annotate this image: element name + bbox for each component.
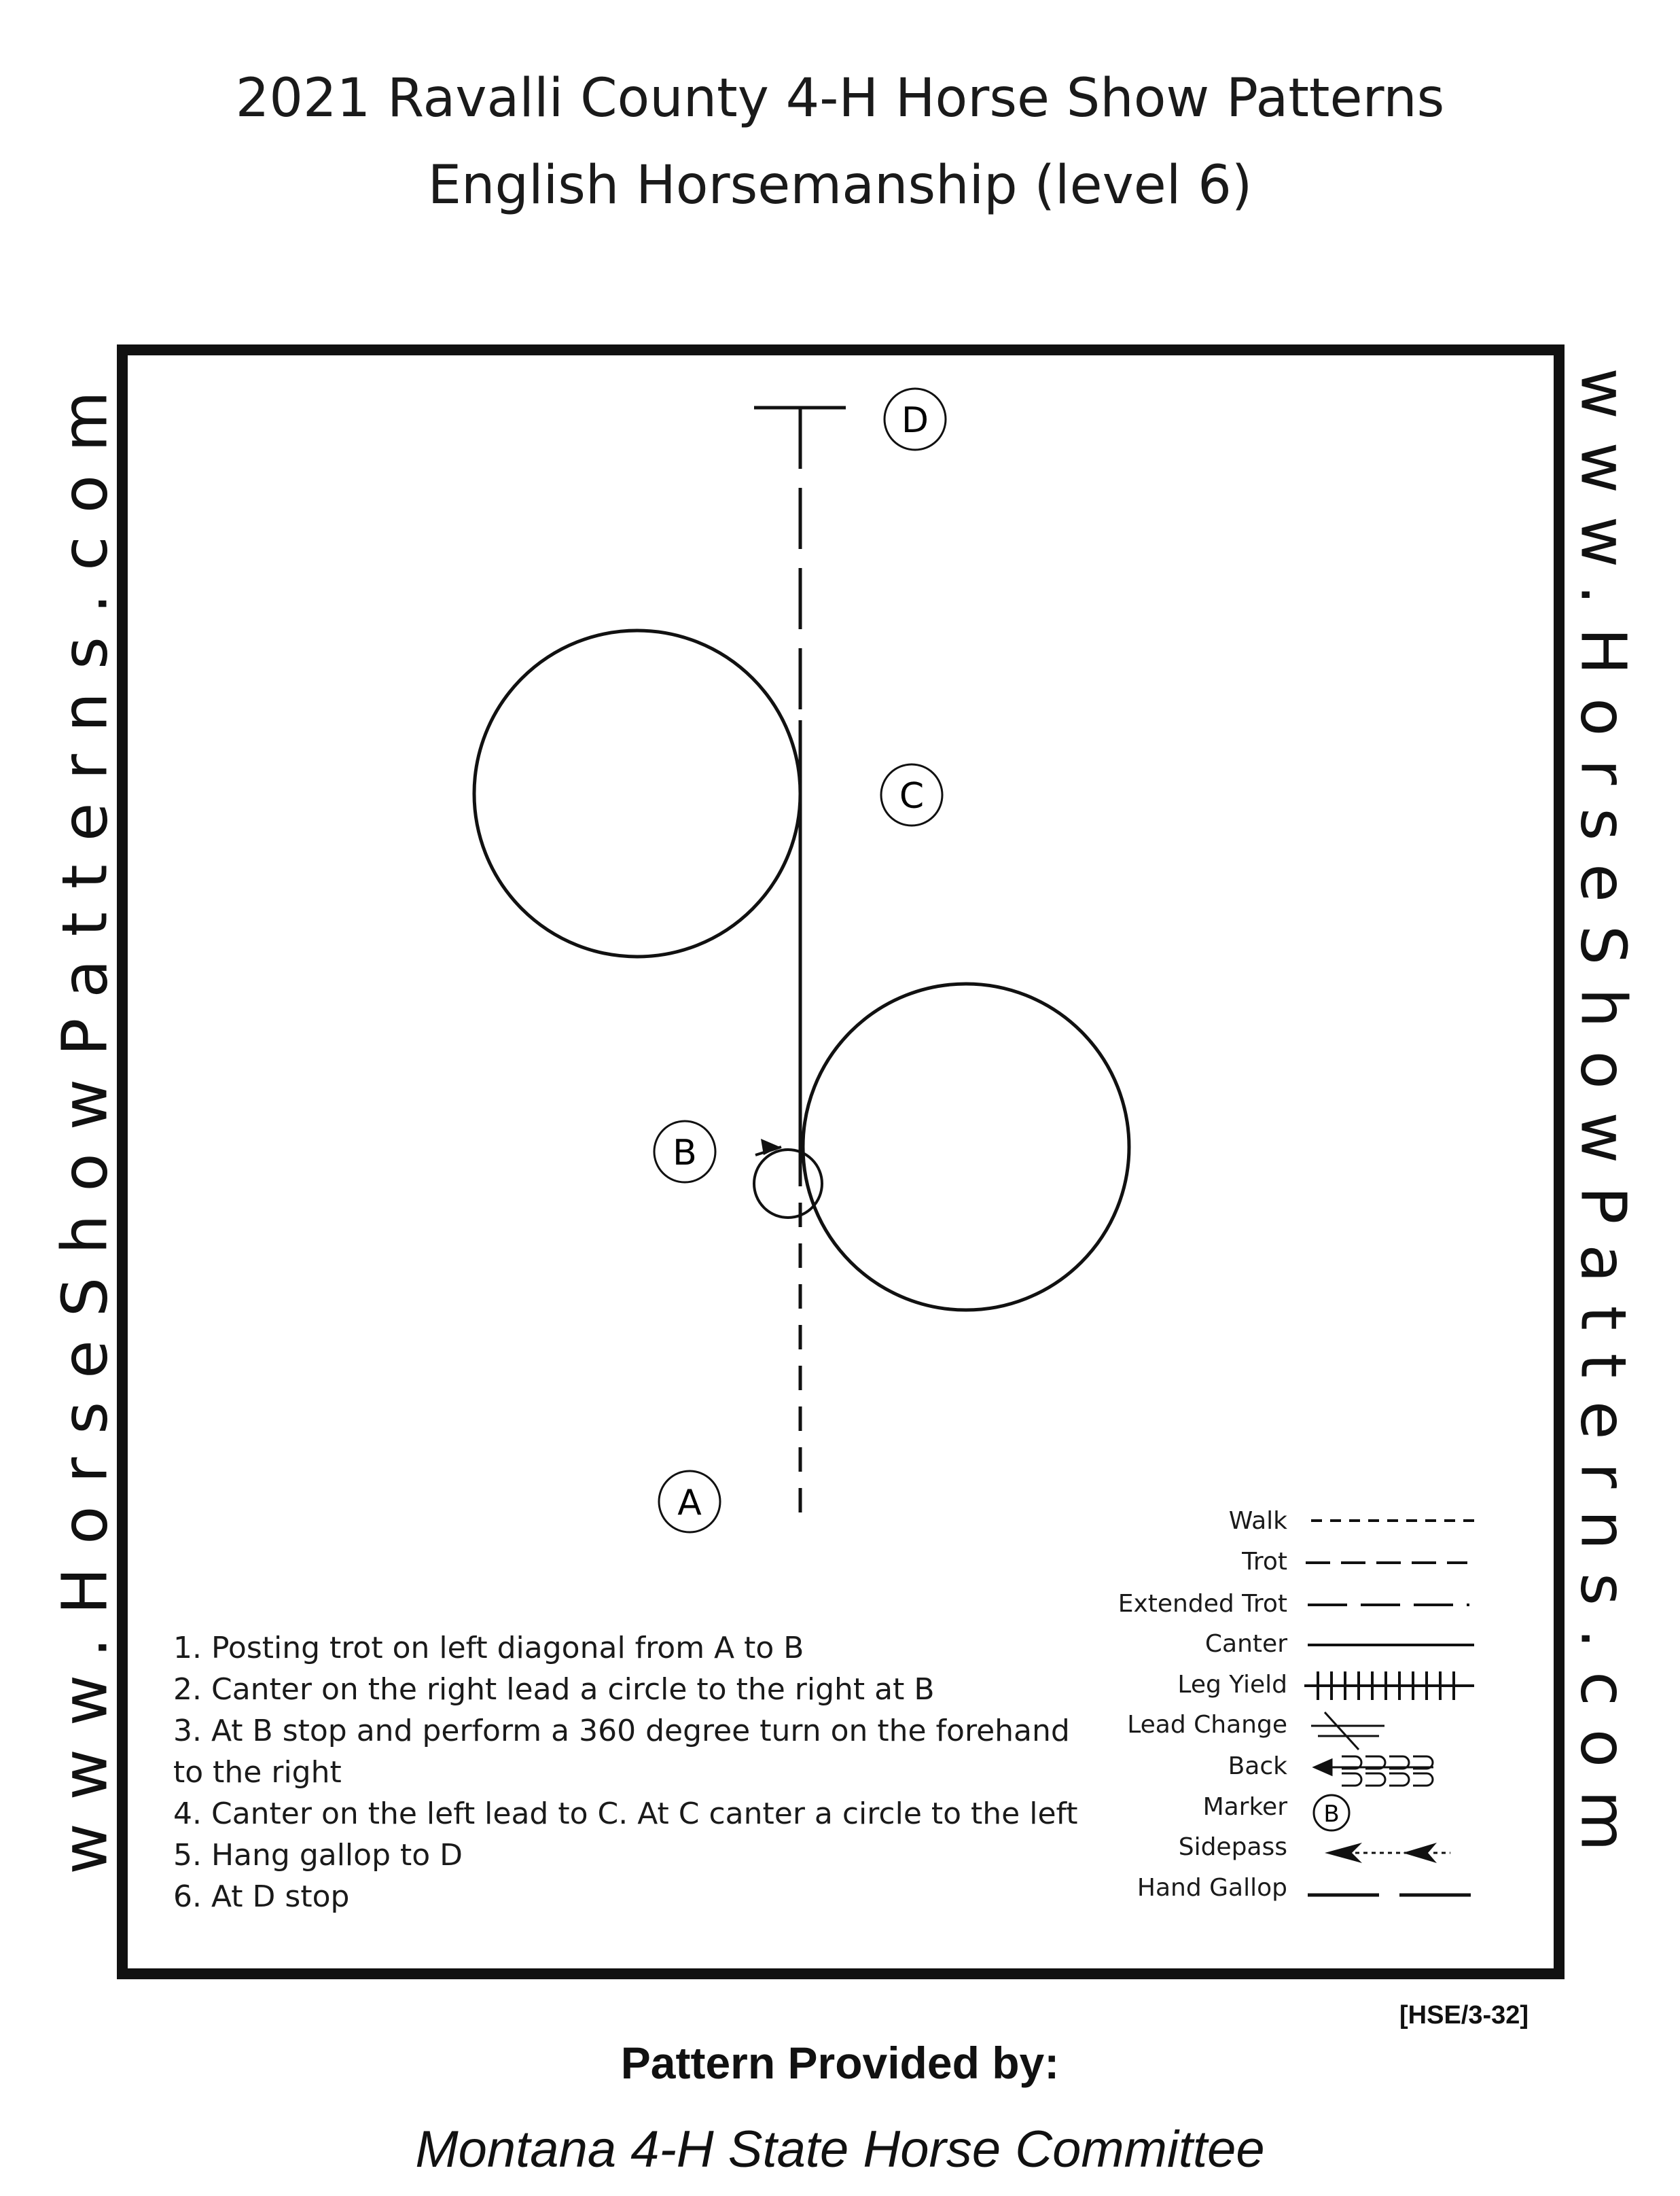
legend-marker-symbol-label: B (1323, 1801, 1340, 1828)
marker-c (881, 764, 942, 826)
marker-a-label: A (677, 1483, 702, 1523)
marker-c-label: C (899, 776, 925, 817)
instruction-step-3-cont: to the right (173, 1755, 342, 1790)
right-canter-circle (803, 984, 1129, 1310)
legend-hand-gallop-label: Hand Gallop (1137, 1874, 1287, 1902)
left-canter-circle (474, 631, 800, 957)
instruction-step-2: 2. Canter on the right lead a circle to the right at B (173, 1672, 935, 1707)
pattern-code: [HSE/3-32] (1399, 2001, 1529, 2030)
instruction-step-3: 3. At B stop and perform a 360 degree turn on the forehand (173, 1714, 1070, 1748)
legend-leg-yield-label: Leg Yield (1177, 1671, 1287, 1699)
watermark-left: www.HorseShowPatterns.com (48, 368, 122, 1875)
title-line-2: English Horsemanship (level 6) (427, 155, 1253, 216)
legend-extended-trot-label: Extended Trot (1118, 1590, 1287, 1618)
instruction-step-6: 6. At D stop (173, 1879, 350, 1914)
legend-sidepass-symbol (1325, 1843, 1450, 1863)
legend-trot-label: Trot (1242, 1548, 1287, 1576)
instructions-list (173, 1627, 1078, 1917)
legend-lead-change-symbol (1311, 1712, 1384, 1750)
marker-d (884, 389, 946, 450)
legend-back-symbol (1315, 1756, 1433, 1786)
legend-sidepass-label: Sidepass (1178, 1833, 1287, 1861)
legend-back-label: Back (1228, 1752, 1287, 1780)
provided-by: Pattern Provided by: (620, 2038, 1060, 2088)
legend-lead-change-label: Lead Change (1127, 1711, 1287, 1739)
legend-leg-yield-symbol (1304, 1671, 1474, 1700)
instruction-step-5: 5. Hang gallop to D (173, 1838, 463, 1873)
marker-b (654, 1121, 715, 1182)
marker-a (659, 1471, 720, 1532)
marker-d-label: D (901, 400, 929, 441)
legend-marker-label: Marker (1202, 1793, 1287, 1821)
instruction-step-4: 4. Canter on the left lead to C. At C canter a circle to the left (173, 1796, 1078, 1831)
title-line-1: 2021 Ravalli County 4-H Horse Show Patterns (235, 68, 1445, 129)
legend-canter-label: Canter (1204, 1630, 1287, 1658)
legend-walk-label: Walk (1228, 1507, 1287, 1535)
watermark-right: www.HorseShowPatterns.com (1567, 368, 1640, 1875)
legend-marker-symbol (1314, 1795, 1349, 1830)
marker-b-label: B (673, 1133, 697, 1173)
instruction-step-1: 1. Posting trot on left diagonal from A to B (173, 1631, 804, 1665)
committee-name: Montana 4-H State Horse Committee (415, 2121, 1265, 2178)
turn-on-forehand-circle (754, 1150, 822, 1218)
